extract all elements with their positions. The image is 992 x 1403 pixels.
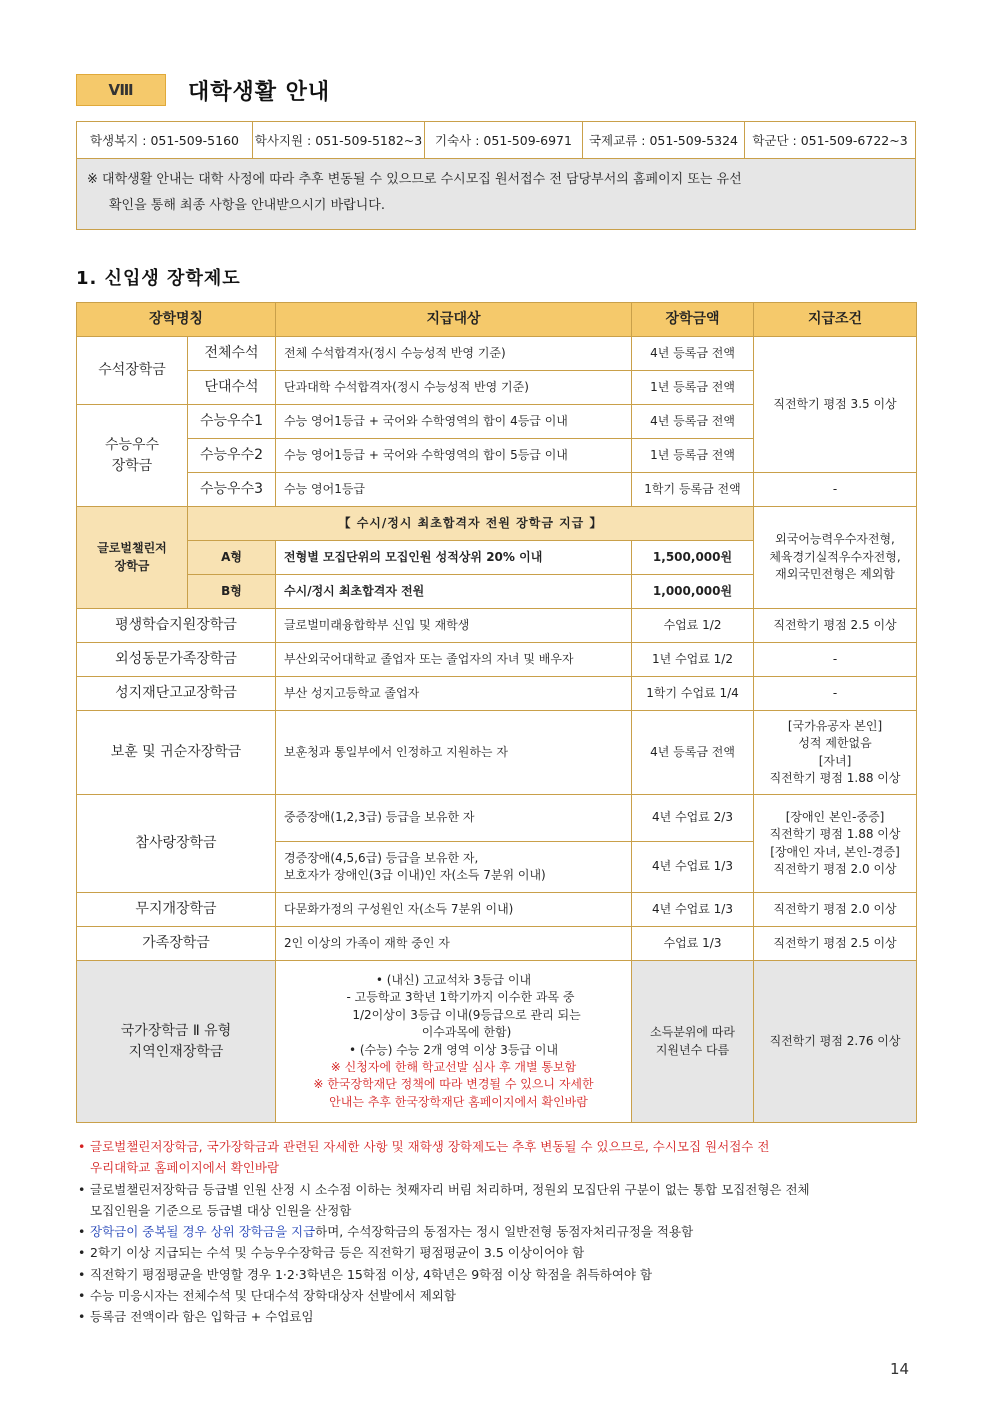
header-name: 장학명칭	[77, 303, 276, 337]
target-cell: 수능 영어1등급	[276, 473, 632, 507]
bullet: •	[78, 1245, 86, 1261]
target-cell: 다문화가정의 구성원인 자(소득 7분위 이내)	[276, 893, 632, 927]
scholarship-name	[77, 507, 188, 609]
footnote-6-text: 수능 미응시자는 전체수석 및 단대수석 장학대상자 선발에서 제외함	[90, 1288, 456, 1304]
scholarship-name: 수석장학금	[77, 337, 188, 405]
target-line-1: • (내신) 고교석차 3등급 이내	[375, 972, 532, 987]
contact-academic-support: 학사지원 : 051-509-5182~3	[253, 122, 425, 158]
contact-rotc: 학군단 : 051-509-6722~3	[752, 133, 908, 148]
amount-cell: 1학기 수업료 1/4	[632, 677, 754, 711]
name-line-2: 지역인재장학금	[128, 1043, 224, 1060]
cond-line-3: [자녀]	[818, 753, 852, 768]
condition-cell: 직전학기 평점 3.5 이상	[754, 337, 917, 473]
target-cell: 부산외국어대학교 졸업자 또는 졸업자의 자녀 및 배우자	[276, 643, 632, 677]
table-row	[77, 677, 917, 711]
bullet: •	[78, 1224, 86, 1240]
section-header	[76, 74, 330, 106]
target-cell: 글로벌미래융합학부 신입 및 재학생	[276, 609, 632, 643]
target-cell: 전체 수석합격자(정시 수능성적 반영 기준)	[276, 337, 632, 371]
amount-cell: 4년 등록금 전액	[632, 711, 754, 795]
name-line-1: 국가장학금 Ⅱ 유형	[120, 1023, 232, 1040]
target-cell	[276, 842, 632, 893]
cond-line-1: 외국어능력우수자전형,	[775, 532, 895, 547]
amount-cell: 4년 등록금 전액	[632, 405, 754, 439]
table-row	[77, 643, 917, 677]
condition-cell: -	[754, 677, 917, 711]
global-banner: 【 수시/정시 최초합격자 전원 장학금 지급 】	[188, 507, 754, 541]
scholarship-table	[76, 302, 917, 1123]
table-row	[77, 507, 917, 541]
table-header-row	[77, 303, 917, 337]
cond-line-3: 재외국민전형은 제외함	[775, 567, 895, 582]
sub-type: 수능우수3	[188, 473, 276, 507]
bullet: •	[78, 1139, 86, 1154]
name-line-2: 장학금	[111, 457, 153, 474]
sub-type: B형	[188, 575, 276, 609]
amount-cell: 수업료 1/3	[632, 927, 754, 961]
amount-cell: 수업료 1/2	[632, 609, 754, 643]
scholarship-name: 외성동문가족장학금	[77, 643, 276, 677]
bullet: •	[78, 1266, 86, 1282]
target-line-5: • (수능) 수능 2개 영역 이상 3등급 이내	[348, 1042, 559, 1057]
cond-line-3: [장애인 자녀, 본인-경증]	[770, 844, 900, 859]
footnote-3-highlight: 장학금이 중복될 경우 상위 장학금을 지급	[90, 1224, 316, 1240]
amount-cell: 1학기 등록금 전액	[632, 473, 754, 507]
name-line-1: 글로벌챌린저	[97, 541, 167, 556]
amount-cell: 1,000,000원	[632, 575, 754, 609]
footnote-7-text: 등록금 전액이라 함은 입학금 + 수업료임	[90, 1309, 314, 1325]
scholarship-name	[77, 405, 188, 507]
name-line-2: 장학금	[114, 558, 150, 573]
cond-line-2: 직전학기 평점 1.88 이상	[769, 827, 901, 842]
target-cell	[276, 961, 632, 1123]
scholarship-name	[77, 961, 276, 1123]
target-cell: 보훈청과 통일부에서 인정하고 지원하는 자	[276, 711, 632, 795]
condition-cell	[754, 795, 917, 893]
notice	[77, 159, 915, 229]
scholarship-name: 성지재단고교장학금	[77, 677, 276, 711]
footnote-2-line-2: 모집인원을 기준으로 등급별 대상 인원을 산정함	[90, 1202, 352, 1218]
footnote-1-line-1: 글로벌챌린저장학금, 국가장학금과 관련된 자세한 사항 및 재학생 장학제도는 추후 변동될 수 있으므로, 수시모집 원서접수 전	[90, 1139, 770, 1154]
footnote-1	[76, 1136, 916, 1179]
table-row	[77, 337, 917, 371]
footnote-2-line-1: 글로벌챌린저장학금 등급별 인원 산정 시 소수점 이하는 첫째자리 버림 처리하며, 정원외 모집단위 구분이 없는 통합 모집전형은 전체	[90, 1181, 810, 1197]
footnote-4	[76, 1242, 916, 1263]
target-line-4: 이수과목에 한함)	[421, 1025, 512, 1040]
subsection-title: 1. 신입생 장학제도	[76, 268, 241, 289]
scholarship-name: 가족장학금	[77, 927, 276, 961]
target-note-1: ※ 신청자에 한해 학교선발 심사 후 개별 통보함	[330, 1059, 577, 1074]
cond-line-4: 직전학기 평점 2.0 이상	[773, 861, 897, 876]
sub-type: A형	[188, 541, 276, 575]
amount-cell: 4년 등록금 전액	[632, 337, 754, 371]
target-cell: 부산 성지고등학교 졸업자	[276, 677, 632, 711]
footnotes	[76, 1136, 916, 1328]
bullet: •	[78, 1288, 86, 1304]
cond-line-2: 체육경기실적우수자전형,	[769, 549, 901, 564]
target-cell: 2인 이상의 가족이 재학 중인 자	[276, 927, 632, 961]
amount-cell: 1년 등록금 전액	[632, 371, 754, 405]
footnote-7	[76, 1306, 916, 1327]
notice-line-1: ※ 대학생활 안내는 대학 사정에 따라 추후 변동될 수 있으므로 수시모집 원서접수 전 담당부서의 홈페이지 또는 유선	[87, 172, 742, 187]
target-cell: 수시/정시 최초합격자 전원	[276, 575, 632, 609]
scholarship-name: 참사랑장학금	[77, 795, 276, 893]
amount-cell: 4년 수업료 1/3	[632, 842, 754, 893]
footnote-3	[76, 1221, 916, 1242]
footnote-6	[76, 1285, 916, 1306]
amount-cell	[632, 961, 754, 1123]
table-row	[77, 795, 917, 842]
bullet: •	[78, 1181, 86, 1197]
sub-type: 수능우수1	[188, 405, 276, 439]
footnote-1-line-2: 우리대학교 홈페이지에서 확인바람	[90, 1160, 280, 1176]
table-row	[77, 893, 917, 927]
condition-cell: -	[754, 473, 917, 507]
contact-box	[76, 121, 916, 230]
amount-cell: 1년 등록금 전액	[632, 439, 754, 473]
target-line-2: 보호자가 장애인(3급 이내)인 자(소득 7분위 이내)	[284, 868, 546, 882]
sub-type: 단대수석	[188, 371, 276, 405]
contact-international: 국제교류 : 051-509-5324	[583, 122, 745, 158]
cond-line-1: [국가유공자 본인]	[787, 718, 883, 733]
contact-dormitory: 기숙사 : 051-509-6971	[425, 122, 583, 158]
target-line-3: 1/2이상이 3등급 이내(9등급으로 관리 되는	[352, 1007, 581, 1022]
cond-line-4: 직전학기 평점 1.88 이상	[769, 770, 901, 785]
condition-cell: 직전학기 평점 2.5 이상	[754, 609, 917, 643]
condition-cell: 직전학기 평점 2.76 이상	[754, 961, 917, 1123]
target-cell: 단과대학 수석합격자(정시 수능성적 반영 기준)	[276, 371, 632, 405]
contact-row	[77, 122, 915, 159]
bullet: •	[78, 1309, 86, 1325]
scholarship-name: 무지개장학금	[77, 893, 276, 927]
target-note-2: ※ 한국장학재단 정책에 따라 변경될 수 있으니 자세한	[313, 1077, 594, 1092]
table-row	[77, 473, 917, 507]
amount-cell: 1년 수업료 1/2	[632, 643, 754, 677]
table-row	[77, 609, 917, 643]
cond-line-2: 성적 제한없음	[798, 736, 872, 751]
section-number-badge: Ⅷ	[76, 74, 166, 106]
table-row	[77, 927, 917, 961]
footnote-3-rest: 하며, 수석장학금의 동점자는 정시 일반전형 동점자처리규정을 적용함	[315, 1224, 694, 1240]
condition-cell: 직전학기 평점 2.5 이상	[754, 927, 917, 961]
scholarship-name: 평생학습지원장학금	[77, 609, 276, 643]
amount-line-2: 지원년수 다름	[655, 1042, 730, 1057]
condition-cell	[754, 507, 917, 609]
header-amount: 장학금액	[632, 303, 754, 337]
sub-type: 수능우수2	[188, 439, 276, 473]
amount-cell: 4년 수업료 2/3	[632, 795, 754, 842]
scholarship-name: 보훈 및 귀순자장학금	[77, 711, 276, 795]
amount-cell: 1,500,000원	[632, 541, 754, 575]
amount-line-1: 소득분위에 따라	[650, 1025, 735, 1040]
header-condition: 지급조건	[754, 303, 917, 337]
condition-cell: -	[754, 643, 917, 677]
table-row	[77, 961, 917, 1123]
sub-type: 전체수석	[188, 337, 276, 371]
footnote-5-text: 직전학기 평점평균을 반영할 경우 1·2·3학년은 15학점 이상, 4학년은 9학점 이상 학점을 취득하여야 함	[90, 1266, 653, 1282]
contact-student-welfare: 학생복지 : 051-509-5160	[77, 122, 253, 158]
footnote-2	[76, 1179, 916, 1222]
notice-line-2: 확인을 통해 최종 사항을 안내받으시기 바랍니다.	[109, 198, 385, 213]
condition-cell: 직전학기 평점 2.0 이상	[754, 893, 917, 927]
section-title: 대학생활 안내	[188, 79, 331, 105]
footnote-4-text: 2학기 이상 지급되는 수석 및 수능우수장학금 등은 직전학기 평점평균이 3.5 이상이어야 함	[90, 1245, 585, 1261]
header-target: 지급대상	[276, 303, 632, 337]
target-cell: 중증장애(1,2,3급) 등급을 보유한 자	[276, 795, 632, 842]
footnote-5	[76, 1264, 916, 1285]
target-note-3: 안내는 추후 한국장학재단 홈페이지에서 확인바람	[329, 1094, 588, 1109]
target-cell: 전형별 모집단위의 모집인원 성적상위 20% 이내	[276, 541, 632, 575]
condition-cell	[754, 711, 917, 795]
target-line-1: 경증장애(4,5,6급) 등급을 보유한 자,	[284, 850, 479, 865]
amount-cell: 4년 수업료 1/3	[632, 893, 754, 927]
table-row	[77, 711, 917, 795]
name-line-1: 수능우수	[104, 437, 160, 454]
target-cell: 수능 영어1등급 + 국어와 수학영역의 합이 4등급 이내	[276, 405, 632, 439]
target-line-2: - 고등학교 3학년 1학기까지 이수한 과목 중	[346, 990, 575, 1005]
page-number: 14	[890, 1360, 910, 1378]
cond-line-1: [장애인 본인-중증]	[785, 809, 885, 824]
target-cell: 수능 영어1등급 + 국어와 수학영역의 합이 5등급 이내	[276, 439, 632, 473]
